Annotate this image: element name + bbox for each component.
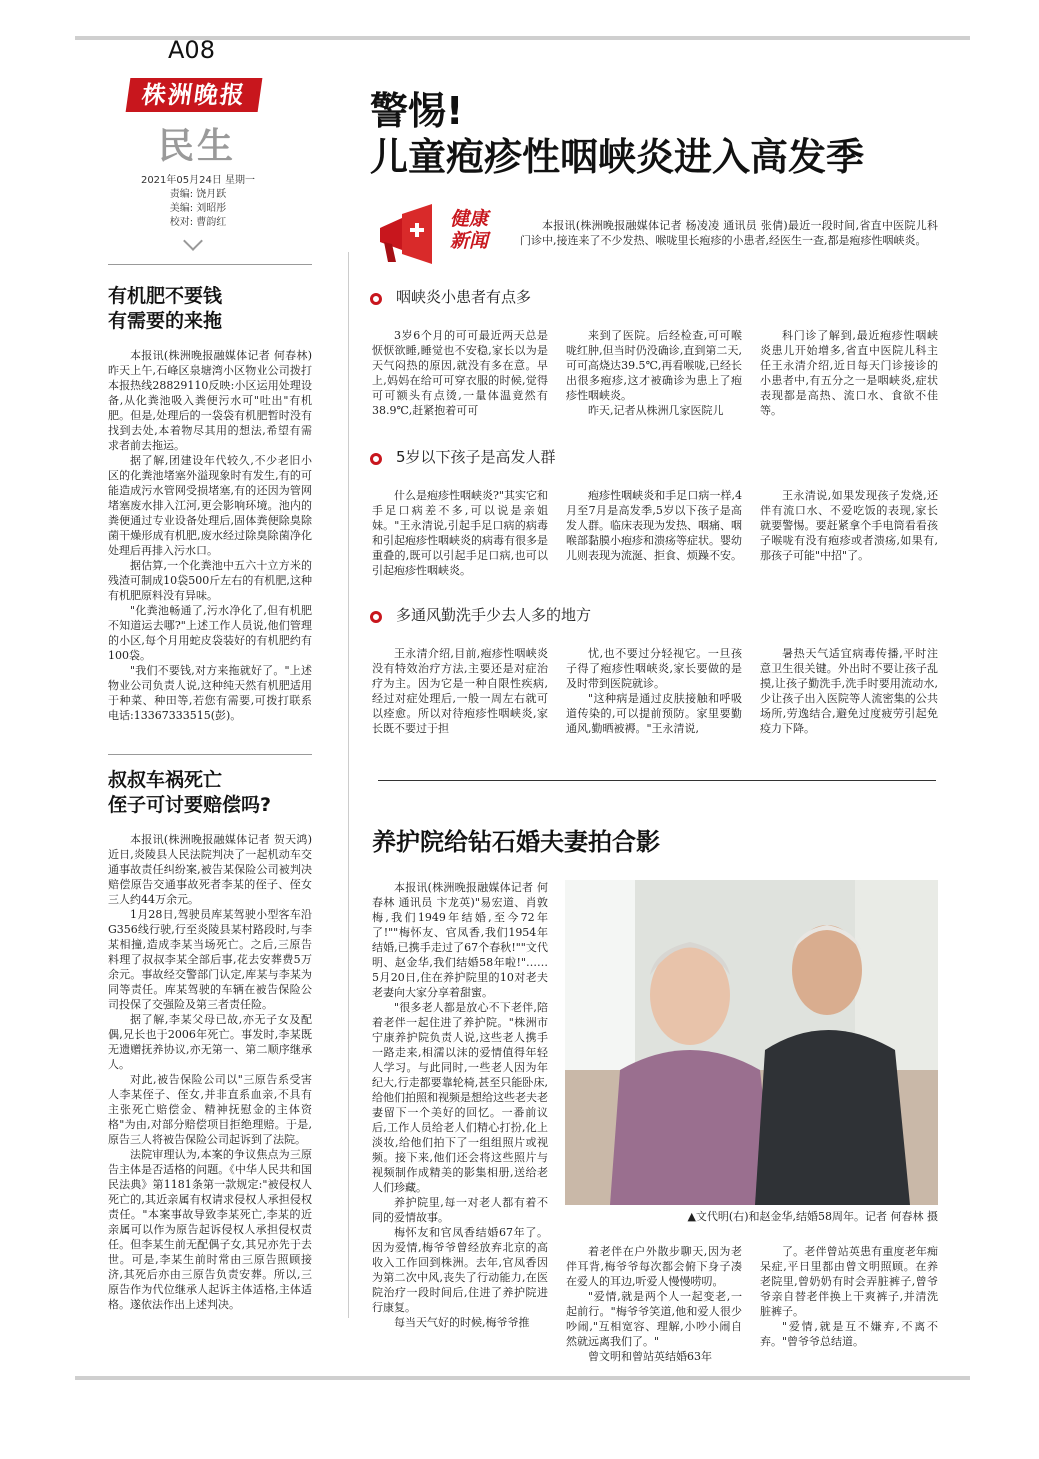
paragraph: 3岁6个月的可可最近两天总是恹恹欲睡,睡觉也不安稳,家长以为是天气闷热的原因,就没有多在意。早上,妈妈在给可可穿衣服的时候,觉得可可额头有点烫,一量体温竟然有38.9℃,赶紧抱着可可 [372,329,548,417]
paragraph: 疱疹性咽峡炎和手足口病一样,4月至7月是高发季,5岁以下孩子是高发人群。临床表现为发热、咽痛、咽喉部黏膜小疱疹和溃疡等症状。婴幼儿则表现为流涎、拒食、烦躁不安。 [566,489,742,562]
bullet-icon [370,453,382,465]
newspaper-logo: 株洲晚报 [126,78,263,112]
paragraph: 据估算,一个化粪池中五六十立方米的残渣可制成10袋500斤左右的有机肥,这种有机肥原料没有异味。 [108,559,312,602]
s2-col2 [566,488,742,563]
megaphone-icon [372,204,442,268]
s1-col1 [372,328,548,418]
s2-col3 [760,488,938,563]
paragraph: "我们不要钱,对方来拖就好了。"上述物业公司负责人说,这种纯天然有机肥适用于种菜、种田等,若您有需要,可拨打联系电话:13367333515(彭)。 [108,664,312,722]
left1-title-line1: 有机肥不要钱 [108,285,223,307]
left-divider [108,264,312,265]
paragraph: "爱情,就是互不嫌弃,不离不弃。"曾爷爷总结道。 [760,1320,938,1348]
paragraph: 着老伴在户外散步聊天,因为老伴耳背,梅爷爷每次都会俯下身子凑在爱人的耳边,听爱人慢慢唠叨。 [566,1245,742,1288]
a2-col2 [566,1244,742,1364]
article-divider [378,780,936,781]
bullet-icon [370,293,382,305]
s1-col3 [760,328,938,418]
photo-caption: ▲文代明(右)和赵金华,结婚58周年。记者 何春林 摄 [687,1210,938,1223]
paragraph: 王永清介绍,目前,疱疹性咽峡炎没有特效治疗方法,主要还是对症治疗为主。因为它是一种自限性疾病,经过对症处理后,一般一周左右就可以痊愈。所以对待疱疹性咽峡炎,家长既不要过于担 [372,647,548,735]
badge-label [450,208,488,252]
art-editor-credit: 美编: 刘昭彤 [169,203,227,214]
couple-photo-illustration [565,880,938,1205]
proofreader-credit: 校对: 曹韵红 [169,217,227,228]
main-headline [370,88,864,180]
left2-title-line1: 叔叔车祸死亡 [108,769,223,791]
paragraph: 法院审理认为,本案的争议焦点为三原告主体是否适格的问题。《中华人民共和国民法典》第1181条第一款规定:"被侵权人死亡的,其近亲属有权请求侵权人承担侵权责任。"本案事故导致李某死亡,李某的近亲属可以作为原告起诉侵权人承担侵权责任。但李某生前无配偶子女,其兄亦先于去世。可是,李某生前时常由三原告照顾接济,其死后亦由三原告负责安葬。所以,三原告作为代位继承人起诉主体适格,主体适格。遂依法作出上述判决。 [108,1148,312,1311]
badge-line1: 健康 [450,208,489,230]
issue-date: 2021年05月24日 星期一 [140,175,256,186]
paragraph: 据了解,李某父母已故,亦无子女及配偶,兄长也于2006年死亡。事发时,李某既无遗赠抚养协议,亦无第一、第二顺序继承人。 [108,1013,312,1071]
s3-col1 [372,646,548,736]
paragraph: 据了解,团建设年代较久,不少老旧小区的化粪池堵塞外溢现象时有发生,有的可能造成污水管网受损堵塞,有的还因为管网堵塞废水排入江河,更会影响环境。池内的粪便通过专业设备处理后,固体粪便除臭除菌干燥形成有机肥,废水经过除臭除菌净化处理后再排入污水口。 [108,454,312,557]
main-title-line2: 儿童疱疹性咽峡炎进入高发季 [370,135,865,179]
subhead-2: 5岁以下孩子是高发人群 [370,446,556,467]
left-divider [108,754,312,755]
left2-title-line2: 侄子可讨要赔偿吗? [108,794,272,816]
left1-body [108,348,312,723]
paragraph: 忧,也不要过分轻视它。一旦孩子得了疱疹性咽峡炎,家长要做的是及时带到医院就诊。 [566,647,742,690]
subhead-1: 咽峡炎小患者有点多 [370,286,531,307]
paragraph: 什么是疱疹性咽峡炎?"其实它和手足口病差不多,可以说是亲姐妹。"王永清说,引起手足口病的病毒和引起疱疹性咽峡炎的病毒有很多是重叠的,既可以引起手足口病,也可以引起疱疹性咽峡炎。 [372,489,548,577]
paragraph: "爱情,就是两个人一起变老,一起前行。"梅爷爷笑道,他和爱人很少吵闹,"互相宽容、理解,小吵小闹自然就远离我们了。" [566,1290,742,1348]
s3-col2 [566,646,742,736]
left2-headline [108,768,312,818]
paragraph: 梅怀友和官凤香结婚67年了。因为爱情,梅爷爷曾经放弃北京的高收入工作回到株洲。去年,官凤香因为第二次中风,丧失了行动能力,在医院治疗一段时间后,住进了养护院进行康复。 [372,1226,548,1314]
bullet-icon [370,611,382,623]
paragraph: 本报讯(株洲晚报融媒体记者 贺天鸿)近日,炎陵县人民法院判决了一起机动车交通事故责任纠纷案,被告某保险公司被判决赔偿原告交通事故死者李某的侄子、侄女三人约44万余元。 [108,833,312,906]
column-divider [348,252,349,1318]
a2-col1 [372,880,548,1330]
paragraph: 科门诊了解到,最近疱疹性咽峡炎患儿开始增多,省直中医院儿科主任王永清介绍,近日每天门诊接诊的小患者中,有五分之一是咽峡炎,症状表现都是高热、流口水、食欲不佳等。 [760,329,938,417]
bottom-rule [75,1376,970,1380]
paragraph: 曾文明和曾站英结婚63年 [588,1350,712,1363]
paragraph: "化粪池畅通了,污水净化了,但有机肥不知道运去哪?"上述工作人员说,他们管理的小区,每个月用蛇皮袋装好的有机肥约有100袋。 [108,604,312,662]
left2-body [108,832,312,1312]
subhead-3: 多通风勤洗手少去人多的地方 [370,604,591,625]
editor-credit: 责编: 饶月跃 [169,189,227,200]
health-news-badge [372,204,506,268]
paragraph: 对此,被告保险公司以"三原告系受害人李某侄子、侄女,并非直系血亲,不具有主张死亡赔偿金、精神抚慰金的主体资格"为由,对部分赔偿项目拒绝理赔。于是,原告三人将被告保险公司起诉到了法院。 [108,1073,312,1146]
couple-photo [565,880,938,1205]
section-title: 民生 [158,125,237,167]
paragraph: 养护院里,每一对老人都有着不同的爱情故事。 [372,1196,548,1224]
badge-line2: 新闻 [450,230,489,252]
paragraph: "很多老人都是放心不下老伴,陪着老伴一起住进了养护院。"株洲市宁康养护院负责人说,这些老人携手一路走来,相濡以沫的爱情值得年轻人学习。与此同时,一些老人因为年纪大,行走都要靠轮椅,甚至只能卧床,给他们拍照和视频是想给这些老夫老妻留下一个美好的回忆。一番前议后,工作人员给老人们精心打扮,化上淡妆,给他们拍下了一组组照片或视频。接下来,他们还会将这些照片与视频制作成精美的影集相册,送给老人们珍藏。 [372,1001,548,1194]
paragraph: 昨天,记者从株洲几家医院儿 [588,404,724,417]
paragraph: 暑热天气适宜病毒传播,平时注意卫生很关键。外出时不要让孩子乱摸,让孩子勤洗手,洗手时要用流动水,少让孩子出入医院等人流密集的公共场所,劳逸结合,避免过度疲劳引起免疫力下降。 [760,647,938,735]
paragraph: 王永清说,如果发现孩子发烧,还伴有流口水、不爱吃饭的表现,家长就要警惕。要赶紧拿个手电筒看看孩子喉咙有没有疱疹或者溃疡,如果有,那孩子可能"中招"了。 [760,489,938,562]
paragraph: 本报讯(株洲晚报融媒体记者 何春林 通讯员 卞龙英)"易宏道、肖敦梅,我们1949年结婚,至今72年了!""梅怀友、官凤香,我们1954年结婚,已携手走过了67个春秋!""文代明、赵金华,我们结婚58年啦!"……5月20日,住在养护院里的10对老夫老妻向大家分享着甜蜜。 [372,881,548,999]
s2-col1 [372,488,548,578]
main-title-line1: 警惕! [370,89,464,133]
paragraph: 1月28日,驾驶员库某驾驶小型客车沿G356线行驶,行至炎陵县某村路段时,与李某相撞,造成李某当场死亡。之后,三原告料理了叔叔李某全部后事,花去安葬费5万余元。事故经交警部门认定,库某与李某为同等责任。库某驾驶的车辆在被告保险公司投保了交强险及第三者责任险。 [108,908,312,1011]
page-number: A08 [168,36,215,64]
paragraph: 来到了医院。后经检查,可可喉咙红肿,但当时仍没确诊,直到第二天,可可高烧达39.5℃,再看喉咙,已经长出很多疱疹,这才被确诊为患上了疱疹性咽峡炎。 [566,329,742,402]
paragraph: 了。老伴曾站英患有重度老年痴呆症,平日里都由曾文明照顾。在养老院里,曾奶奶有时会弄脏裤子,曾爷爷亲自替老伴换上干爽裤子,并清洗脏裤子。 [760,1245,938,1318]
main-lede: 本报讯(株洲晚报融媒体记者 杨凌凌 通讯员 张倩)最近一段时间,省直中医院儿科门诊中,接连来了不少发热、喉咙里长疱疹的小患者,经医生一查,都是疱疹性咽峡炎。 [520,219,938,247]
s3-col3 [760,646,938,736]
chevron-down-icon [183,231,203,251]
left1-title-line2: 有需要的来拖 [108,310,223,332]
paragraph: 本报讯(株洲晚报融媒体记者 何春林)昨天上午,石峰区泉塘湾小区物业公司拨打本报热线28829110反映:小区运用处理设备,从化粪池吸入粪便污水可"吐出"有机肥。但是,处理后的一袋袋有机肥暂时没有找到去处,本着物尽其用的想法,希望有需求者前去拖运。 [108,349,312,452]
paragraph: 每当天气好的时候,梅爷爷推 [394,1316,530,1329]
s1-col2 [566,328,742,418]
a2-col3 [760,1244,938,1349]
left1-headline [108,284,312,334]
paragraph: "这种病是通过皮肤接触和呼吸道传染的,可以提前预防。家里要勤通风,勤晒被褥。"王永清说, [566,692,742,735]
article2-headline: 养护院给钻石婚夫妻拍合影 [372,828,660,856]
